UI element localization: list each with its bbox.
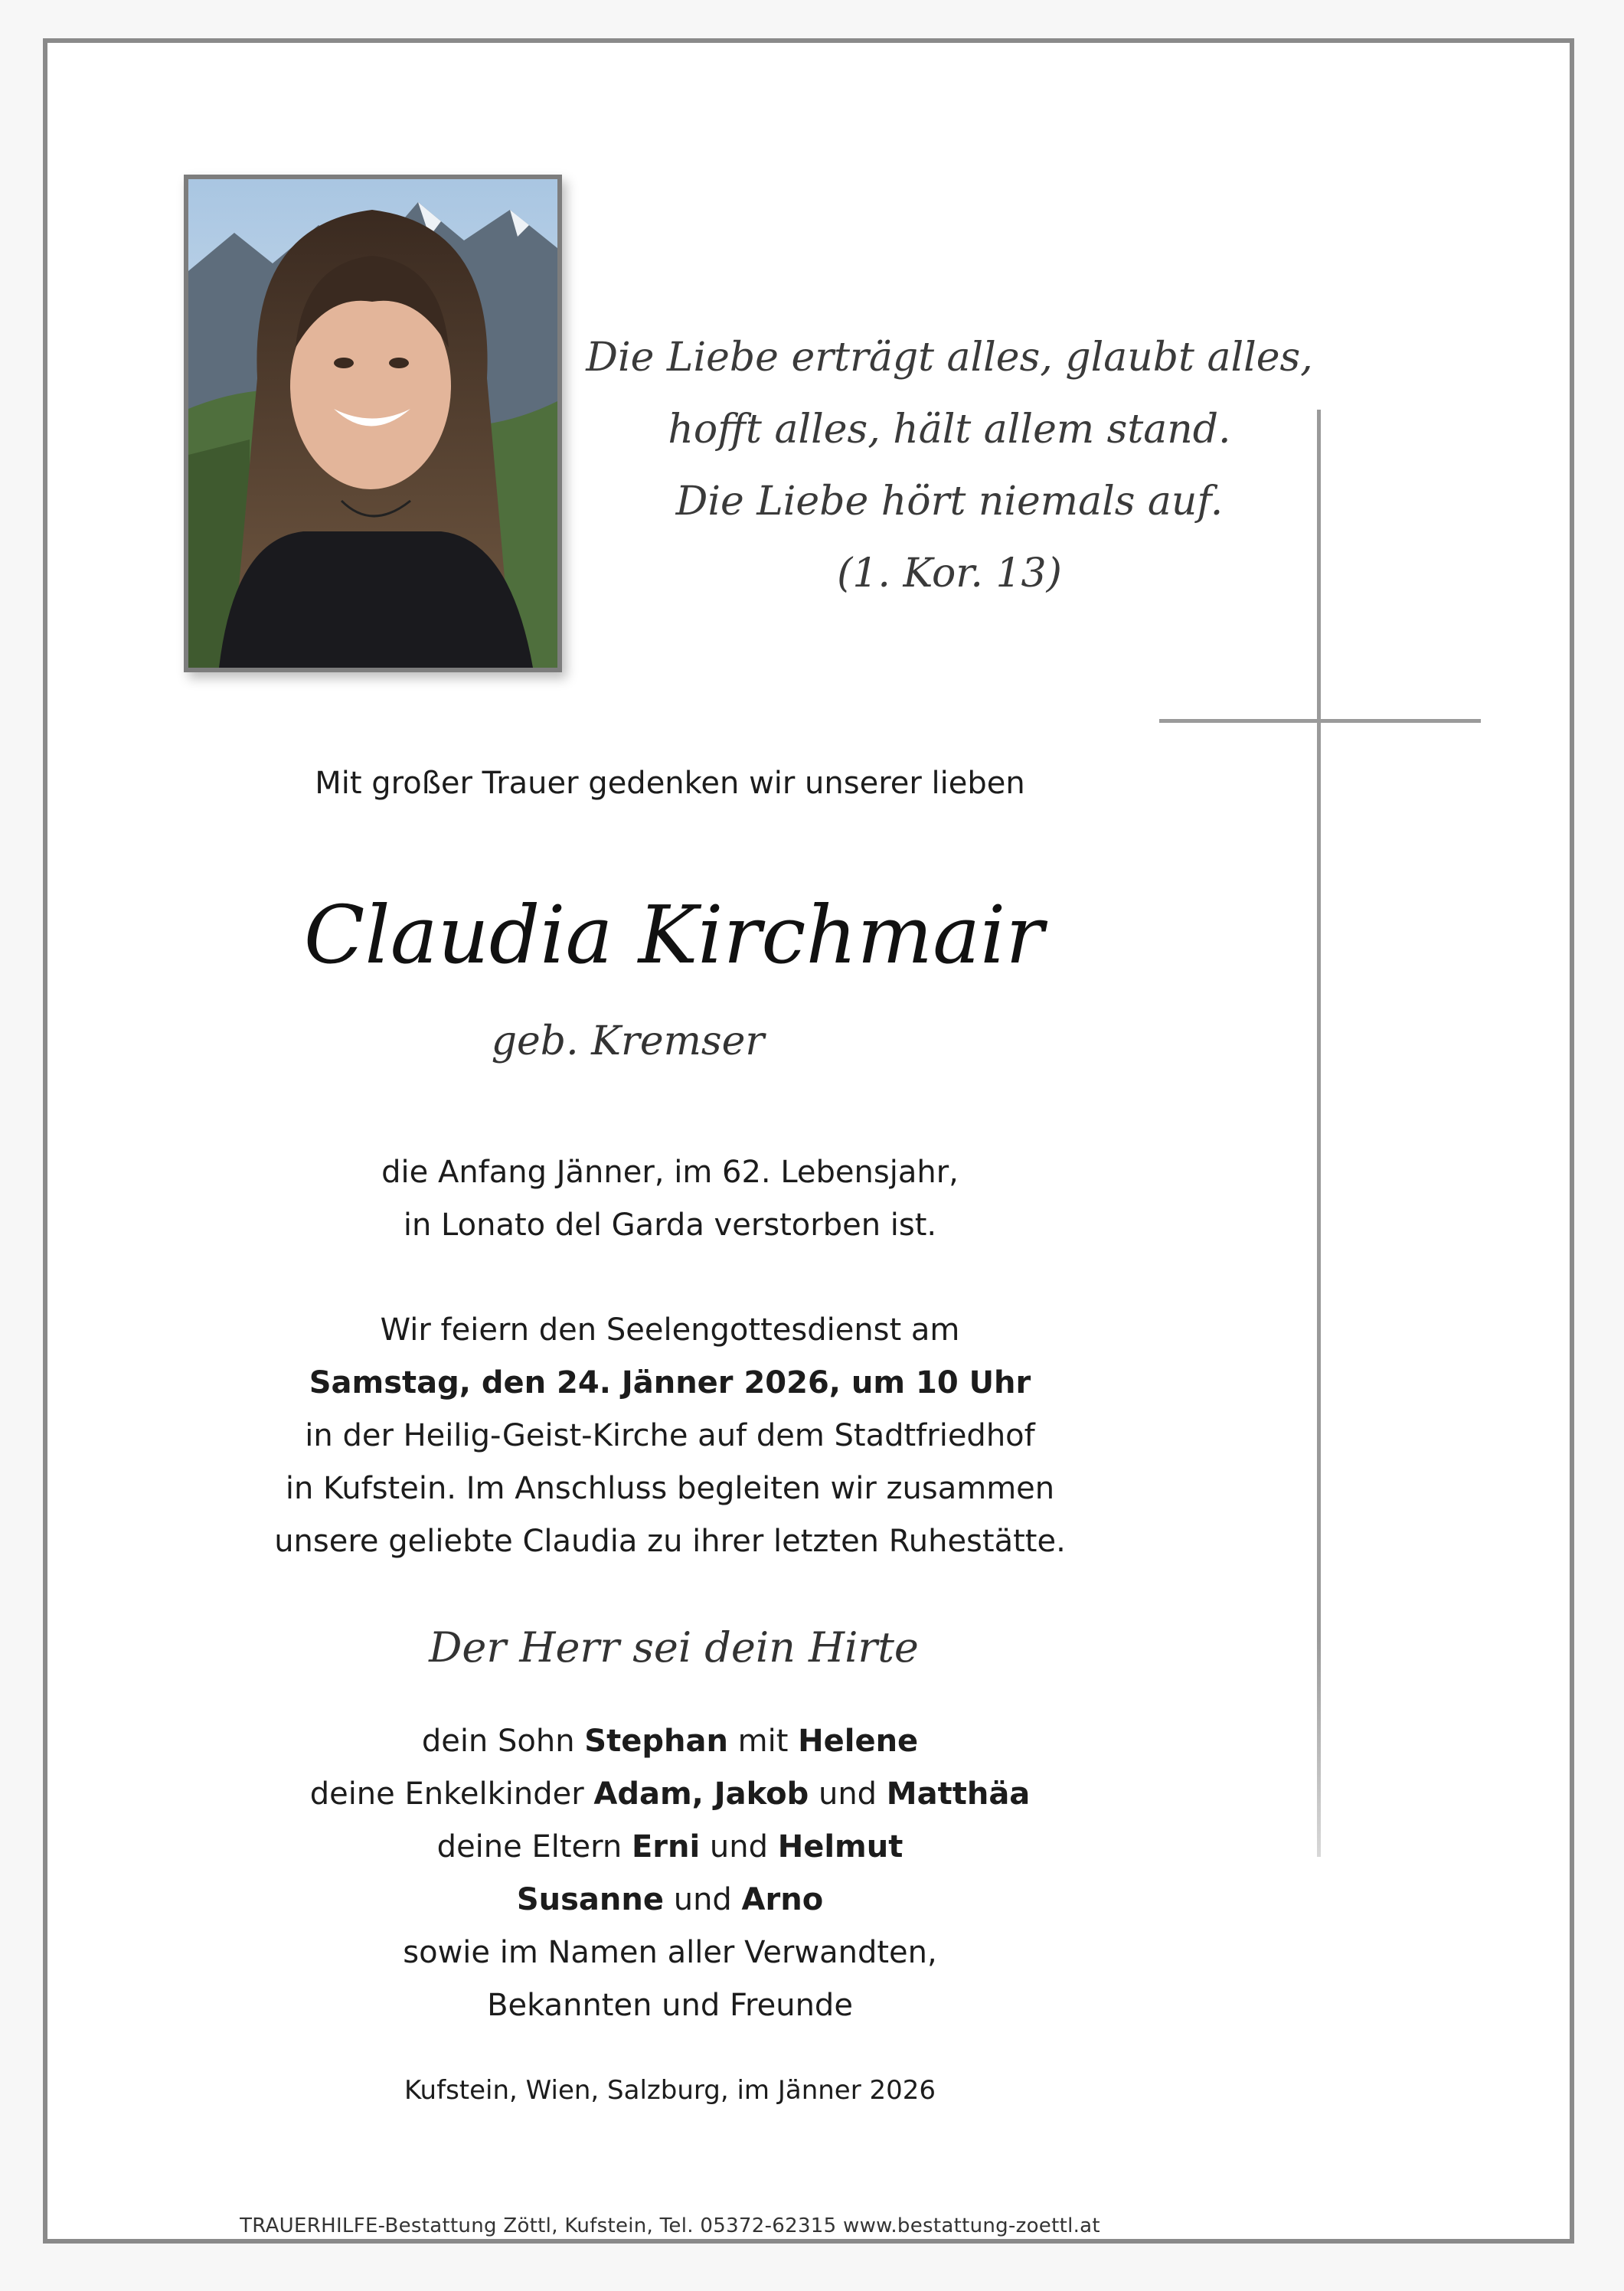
verse-line: hofft alles, hält allem stand. <box>668 407 1231 453</box>
family-line: sowie im Namen aller Verwandten, <box>403 1935 937 1970</box>
motto: Der Herr sei dein Hirte <box>429 1623 919 1672</box>
place-date: Kufstein, Wien, Salzburg, im Jänner 2026 <box>404 2075 936 2106</box>
family-line: deine Eltern Erni und Helmut <box>436 1829 903 1865</box>
family-line: deine Enkelkinder Adam, Jakob und Matthäa <box>309 1776 1031 1812</box>
family-list <box>230 1715 1110 2032</box>
death-line: in Lonato del Garda verstorben ist. <box>403 1208 937 1243</box>
deceased-name: Claudia Kirchmair <box>303 888 1044 982</box>
verse-reference: (1. Kor. 13) <box>837 551 1062 596</box>
funeral-home-footer: TRAUERHILFE-Bestattung Zöttl, Kufstein, Tel. 05372-62315 www.bestattung-zoettl.at <box>240 2214 1100 2237</box>
birth-name: geb. Kremser <box>491 1018 765 1064</box>
service-line: unsere geliebte Claudia zu ihrer letzten Ruhestätte. <box>274 1524 1066 1559</box>
family-line: dein Sohn Stephan mit Helene <box>421 1724 919 1759</box>
family-line: Susanne und Arno <box>516 1882 824 1917</box>
bible-verse <box>567 322 1332 610</box>
service-line: Wir feiern den Seelengottesdienst am <box>380 1312 960 1348</box>
verse-line: Die Liebe hört niemals auf. <box>675 479 1224 525</box>
intro-text: Mit großer Trauer gedenken wir unserer lieben <box>315 766 1025 801</box>
cross-vertical <box>1317 410 1321 1857</box>
service-info <box>230 1304 1110 1568</box>
cross-horizontal <box>1159 719 1481 723</box>
portrait-photo <box>184 175 562 672</box>
family-line: Bekannten und Freunde <box>487 1988 853 2023</box>
service-date: Samstag, den 24. Jänner 2026, um 10 Uhr <box>309 1365 1031 1400</box>
service-line: in Kufstein. Im Anschluss begleiten wir zusammen <box>285 1471 1055 1506</box>
service-line: in der Heilig-Geist-Kirche auf dem Stadtfriedhof <box>305 1418 1035 1453</box>
verse-line: Die Liebe erträgt alles, glaubt alles, <box>586 335 1313 381</box>
death-line: die Anfang Jänner, im 62. Lebensjahr, <box>381 1155 959 1190</box>
death-notice <box>230 1146 1110 1252</box>
